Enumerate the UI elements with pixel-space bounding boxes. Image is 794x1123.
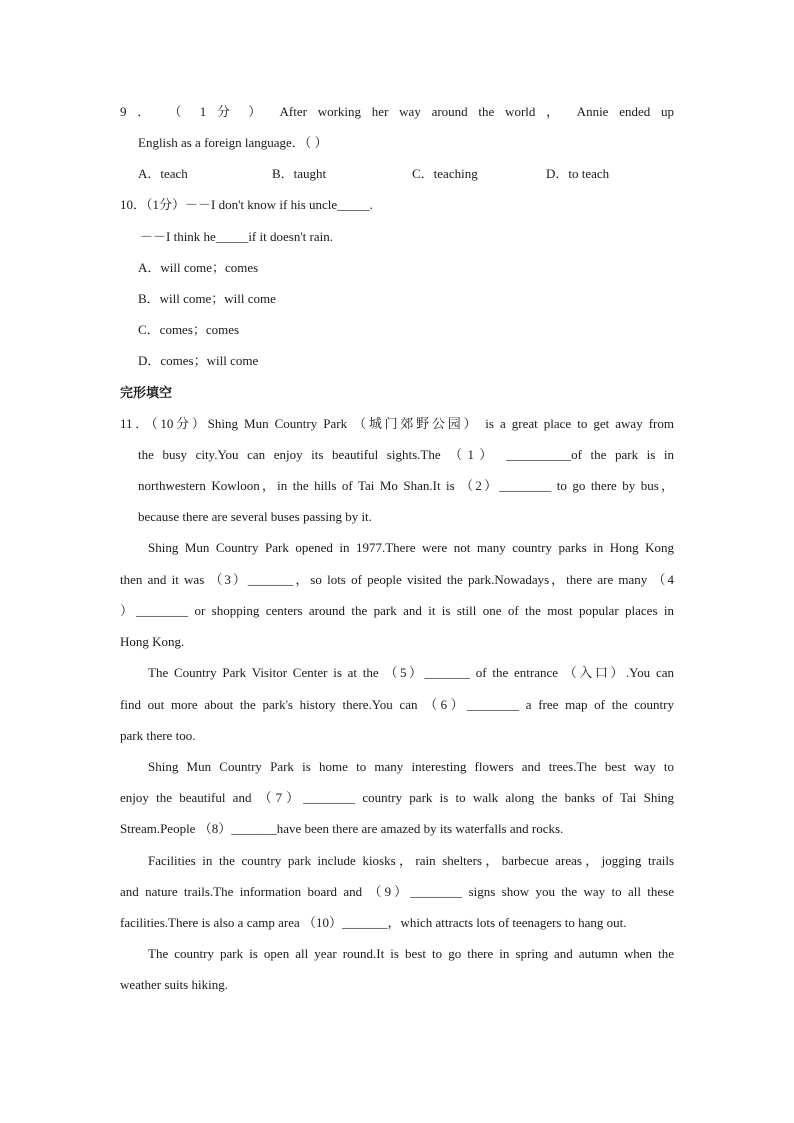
q9-option-a: A．teach bbox=[138, 166, 188, 181]
q9-option-c: C．teaching bbox=[412, 166, 478, 181]
q11-line: ）________ or shopping centers around the park and it is still one of the most popular places in bbox=[120, 603, 674, 618]
section-title: 完形填空 bbox=[120, 385, 173, 400]
q11-line: find out more about the park's history there.You can （6）________ a free map of the country bbox=[120, 697, 674, 712]
q11-line: Facilities in the country park include kiosks，rain shelters，barbecue areas，jogging trails bbox=[148, 853, 674, 868]
q10-option-b: B．will come；will come bbox=[138, 291, 276, 306]
q11-line: the busy city.You can enjoy its beautiful sights.The （1） __________of the park is in bbox=[138, 447, 674, 462]
q11-line: enjoy the beautiful and （7）________ country park is to walk along the banks of Tai Shing bbox=[120, 790, 674, 805]
q10-stem-line2: －－I think he_____if it doesn't rain. bbox=[140, 229, 333, 244]
q11-line: because there are several buses passing by it. bbox=[138, 509, 372, 524]
q9-stem-line2: English as a foreign language．（ ） bbox=[138, 135, 328, 150]
q11-line: Stream.People （8）_______have been there are amazed by its waterfalls and rocks. bbox=[120, 821, 564, 836]
q11-line: facilities.There is also a camp area （10）_______，which attracts lots of teenagers to hang out. bbox=[120, 915, 627, 930]
q11-line: park there too. bbox=[120, 728, 196, 743]
q11-line: weather suits hiking. bbox=[120, 977, 228, 992]
q11-line: and nature trails.The information board and （9）________ signs show you the way to all these bbox=[120, 884, 674, 899]
q10-option-d: D．comes；will come bbox=[138, 353, 259, 368]
q11-line: The country park is open all year round.It is best to go there in spring and autumn when the bbox=[148, 946, 674, 961]
q11-line: then and it was （3）_______，so lots of people visited the park.Nowadays，there are many （4 bbox=[120, 572, 674, 587]
q11-line: Hong Kong. bbox=[120, 634, 185, 649]
q9-option-b: B．taught bbox=[272, 166, 327, 181]
q11-line: Shing Mun Country Park is home to many interesting flowers and trees.The best way to bbox=[148, 759, 674, 774]
q9-stem-line1: 9 ． （ 1 分 ） After working her way around the world ， Annie ended up bbox=[120, 104, 674, 119]
q11-line: 11．（10分）Shing Mun Country Park （城门郊野公园） is a great place to get away from bbox=[120, 416, 674, 431]
q10-stem-line1: 10．（1分）－－I don't know if his uncle_____. bbox=[120, 197, 373, 212]
q10-option-c: C．comes；comes bbox=[138, 322, 240, 337]
q11-line: northwestern Kowloon，in the hills of Tai Mo Shan.It is （2）________ to go there by bus， bbox=[138, 478, 674, 493]
q11-line: The Country Park Visitor Center is at the （5）_______ of the entrance （入口）.You can bbox=[148, 665, 674, 680]
q10-option-a: A．will come；comes bbox=[138, 260, 259, 275]
q11-line: Shing Mun Country Park opened in 1977.There were not many country parks in Hong Kong bbox=[148, 540, 674, 555]
q9-option-d: D．to teach bbox=[546, 166, 610, 181]
